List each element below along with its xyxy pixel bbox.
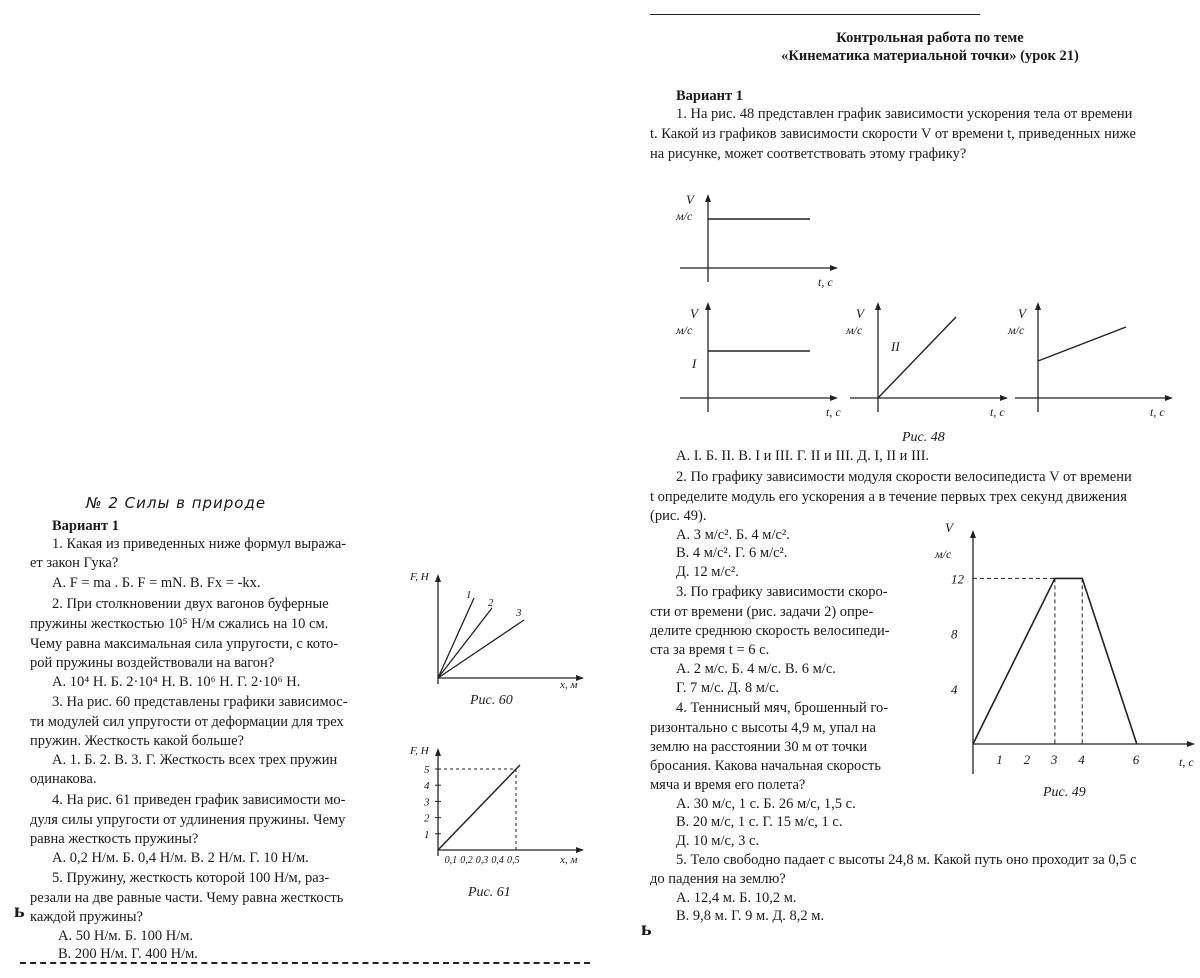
top-rule xyxy=(650,14,980,15)
t-label-a: t, c xyxy=(818,275,833,289)
fig61-x-tick-0,1: 0,1 xyxy=(444,855,458,866)
left-q5-option-1: А. 50 Н/м. Б. 100 Н/м. xyxy=(58,928,194,944)
fig61-force-line xyxy=(438,765,520,850)
margin-mark-left: ь xyxy=(14,900,25,922)
figure-61 xyxy=(404,744,594,906)
question-3-line-2: сти от времени (рис. задачи 2) опре- xyxy=(650,604,874,620)
fig60-label-1: 1 xyxy=(466,589,472,601)
left-q5-option-2: В. 200 Н/м. Г. 400 Н/м. xyxy=(58,946,198,962)
unit-label-II: м/с xyxy=(846,323,863,337)
left-q5-line-1: 5. Пружину, жесткость которой 100 Н/м, раз- xyxy=(52,870,330,886)
variant-heading-right: Вариант 1 xyxy=(676,88,743,104)
question-1-line-2: t. Какой из графиков зависимости скорости V от времени t, приведенных ниже xyxy=(650,126,1136,142)
left-q2-line-4: рой пружины воздействовали на вагон? xyxy=(30,655,275,671)
fig61-y-tick-1: 1 xyxy=(424,828,430,841)
fig49-x-tick-3: 3 xyxy=(1050,752,1058,767)
fig49-x-tick-1: 1 xyxy=(996,752,1003,767)
question-2-option-2: В. 4 м/с². Г. 6 м/с². xyxy=(676,545,788,561)
left-q4-line-2: дуля силы упругости от удлинения пружины. Чему xyxy=(30,812,346,828)
question-5-option-2: В. 9,8 м. Г. 9 м. Д. 8,2 м. xyxy=(676,908,825,924)
question-2-option-3: Д. 12 м/с². xyxy=(676,564,739,580)
question-4-line-1: 4. Теннисный мяч, брошенный го- xyxy=(676,700,889,716)
figure-48-caption: Рис. 48 xyxy=(902,430,945,442)
margin-mark-right: ь xyxy=(641,918,652,940)
graph-label-II: II xyxy=(891,339,900,354)
question-2-line-2: t определите модуль его ускорения а в течение первых трех секунд движения xyxy=(650,489,1127,505)
fig49-y-tick-8: 8 xyxy=(951,626,958,642)
v-label-II: V xyxy=(856,306,864,321)
v-label-III: V xyxy=(1018,306,1026,321)
fig60-f-label: F, H xyxy=(410,571,429,583)
fig60-label-2: 2 xyxy=(488,597,494,609)
left-q5-line-3: каждой пружины? xyxy=(30,909,143,925)
t-label-I: t, c xyxy=(826,405,841,419)
left-q4-options: А. 0,2 Н/м. Б. 0,4 Н/м. В. 2 Н/м. Г. 10 Н/м. xyxy=(52,850,309,866)
left-q5-line-2: резали на две равные части. Чему равна жесткость xyxy=(30,890,344,906)
unit-label-III: м/с xyxy=(1008,323,1025,337)
graph-48-a xyxy=(675,192,838,289)
graph-label-I: I xyxy=(692,356,697,371)
fig49-unit-label: м/с xyxy=(935,547,952,561)
question-4-line-2: ризонтально с высоты 4,9 м, упал на xyxy=(650,720,876,736)
left-q3-line-2: ти модулей сил упругости от деформации для трех xyxy=(30,714,344,730)
graph-48-III xyxy=(1007,302,1173,419)
fig49-x-tick-2: 2 xyxy=(1023,752,1031,767)
question-3-line-3: делите среднюю скорость велосипеди- xyxy=(650,623,890,639)
left-q4-line-1: 4. На рис. 61 приведен график зависимости мо- xyxy=(52,792,346,808)
question-1-line-3: на рисунке, может соответствовать этому графику? xyxy=(650,146,967,162)
question-4-line-5: мяча и время его полета? xyxy=(650,777,806,793)
question-2-line-1: 2. По графику зависимости модуля скорости велосипедиста V от времени xyxy=(676,469,1132,485)
question-2-line-3: (рис. 49). xyxy=(650,508,707,524)
left-q1-line-1: 1. Какая из приведенных ниже формул выража- xyxy=(52,536,347,552)
fig49-t-label: t, c xyxy=(1179,755,1194,769)
question-5-option-1: А. 12,4 м. Б. 10,2 м. xyxy=(676,890,797,906)
figure-60-caption: Рис. 60 xyxy=(470,693,513,708)
left-q3-line-3: пружин. Жесткость какой больше? xyxy=(30,733,244,749)
question-1-line-1: 1. На рис. 48 представлен график зависимости ускорения тела от времени xyxy=(676,106,1133,122)
fig49-x-tick-6: 6 xyxy=(1132,752,1140,767)
left-q1-line-2: ет закон Гука? xyxy=(30,555,119,571)
question-2-option-1: А. 3 м/с². Б. 4 м/с². xyxy=(676,527,790,543)
left-q2-line-2: пружины жесткостью 10⁵ Н/м сжались на 10 см. xyxy=(30,616,329,632)
graph-48-I xyxy=(675,302,841,419)
fig49-v-label: V xyxy=(945,522,953,535)
fig49-y-tick-12: 12 xyxy=(951,571,964,587)
fig61-x-tick-0,3: 0,3 xyxy=(475,855,489,866)
graph-48-II xyxy=(845,302,1008,419)
question-3-option-1: А. 2 м/с. Б. 4 м/с. В. 6 м/с. xyxy=(676,661,836,677)
fig49-y-tick-4: 4 xyxy=(951,681,958,697)
unit-label-a: м/с xyxy=(676,209,693,223)
figure-61-caption: Рис. 61 xyxy=(468,885,511,900)
t-label-III: t, c xyxy=(1150,405,1165,419)
title-line-1: Контрольная работа по теме xyxy=(836,30,1024,46)
left-q1-options: А. F = ma . Б. F = mN. В. Fx = -kx. xyxy=(52,575,261,591)
fig61-x-tick-0,4: 0,4 xyxy=(491,855,504,866)
left-q2-line-1: 2. При столкновении двух вагонов буферные xyxy=(52,596,329,612)
question-3-line-4: ста за время t = 6 с. xyxy=(650,642,770,658)
left-q2-line-3: Чему равна максимальная сила упругости, с кото- xyxy=(30,636,339,652)
question-3-line-1: 3. По графику зависимости скоро- xyxy=(676,584,888,600)
left-q3-option-1: А. 1. Б. 2. В. 3. Г. Жесткость всех трех пружин xyxy=(52,752,338,768)
fig60-x-label: x, м xyxy=(560,679,578,691)
left-q3-line-1: 3. На рис. 60 представлены графики зависимос- xyxy=(52,694,348,710)
question-4-option-2: В. 20 м/с, 1 с. Г. 15 м/с, 1 с. xyxy=(676,814,843,830)
question-4-option-1: А. 30 м/с, 1 с. Б. 26 м/с, 1,5 с. xyxy=(676,796,856,812)
fig49-marks xyxy=(951,571,1140,767)
left-q4-line-3: равна жесткость пружины? xyxy=(30,831,199,847)
v-label-I: V xyxy=(690,306,698,321)
fig61-x-tick-0,5: 0,5 xyxy=(507,855,520,866)
variant-heading-left: Вариант 1 xyxy=(52,518,119,534)
v-label-a: V xyxy=(686,192,694,207)
fig61-x-label: x, м xyxy=(560,854,578,866)
left-q2-options: А. 10⁴ Н. Б. 2·10⁴ Н. В. 10⁶ Н. Г. 2·10⁶ Н. xyxy=(52,674,301,690)
figure-48 xyxy=(650,190,1200,442)
question-1-options: А. I. Б. II. В. I и III. Г. II и III. Д. I, II и III. xyxy=(676,448,930,464)
question-5-line-2: до падения на землю? xyxy=(650,871,786,887)
fig61-y-tick-2: 2 xyxy=(424,812,430,825)
question-3-option-2: Г. 7 м/с. Д. 8 м/с. xyxy=(676,680,780,696)
fig61-f-label: F, H xyxy=(410,745,429,757)
fig60-label-3: 3 xyxy=(516,607,522,619)
figure-49 xyxy=(925,522,1200,802)
question-4-option-3: Д. 10 м/с, 3 с. xyxy=(676,833,760,849)
fig61-x-tick-0,2: 0,2 xyxy=(460,855,473,866)
fig61-y-tick-4: 4 xyxy=(424,780,430,793)
t-label-II: t, c xyxy=(990,405,1005,419)
question-4-line-4: бросания. Какова начальная скорость xyxy=(650,758,881,774)
question-5-line-1: 5. Тело свободно падает с высоты 24,8 м. Какой путь оно проходит за 0,5 с xyxy=(676,852,1137,868)
fig61-y-tick-5: 5 xyxy=(424,764,430,776)
bottom-rule xyxy=(20,962,590,964)
handwritten-heading: № 2 Силы в природе xyxy=(86,494,267,512)
figure-49-caption: Рис. 49 xyxy=(1043,785,1086,800)
unit-label-I: м/с xyxy=(676,323,693,337)
title-line-2: «Кинематика материальной точки» (урок 21) xyxy=(781,48,1079,64)
fig61-y-tick-3: 3 xyxy=(424,796,430,809)
left-q3-option-2: одинакова. xyxy=(30,771,97,787)
question-4-line-3: землю на расстоянии 30 м от точки xyxy=(650,739,868,755)
figure-60 xyxy=(404,566,594,742)
fig49-x-tick-4: 4 xyxy=(1078,752,1085,767)
